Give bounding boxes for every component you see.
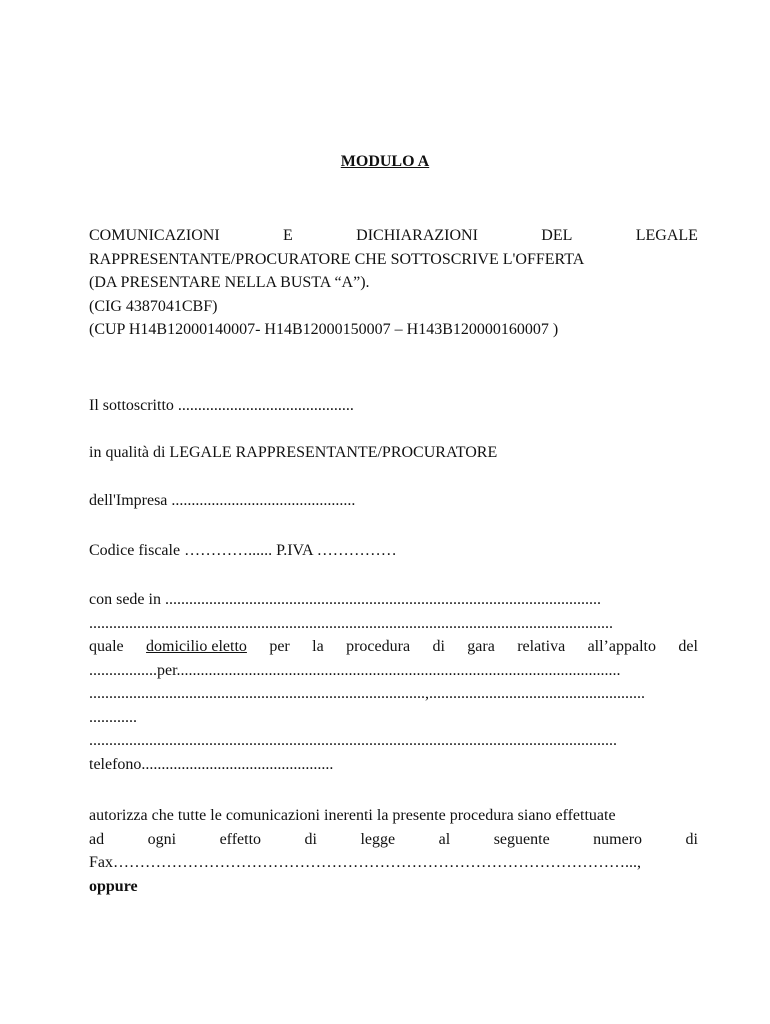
oppure-text: oppure <box>89 877 138 895</box>
field-codice-fiscale <box>89 539 698 563</box>
domicilio-word: per <box>269 638 290 655</box>
heading-word: LEGALE <box>635 227 698 244</box>
autorizza-word: numero <box>593 830 643 848</box>
heading-word: E <box>283 227 293 244</box>
heading-cup: (CUP H14B12000140007- H14B12000150007 – H143B120000160007 ) <box>89 321 559 338</box>
domicilio-line <box>89 635 698 659</box>
document-heading <box>89 224 698 342</box>
domicilio-word: del <box>678 638 698 655</box>
sottoscritto-text: Il sottoscritto ............................................ <box>89 397 354 414</box>
autorizza-line-1: autorizza che tutte le comunicazioni inerenti la presente procedura siano effettuate <box>89 807 616 824</box>
autorizza-word: ogni <box>147 830 177 848</box>
autorizza-word: effetto <box>219 830 262 848</box>
impresa-text: dell'Impresa .............................................. <box>89 492 356 509</box>
dots-line-2: ............ <box>89 708 137 726</box>
autorizza-word: di <box>304 830 317 848</box>
heading-word: DEL <box>541 227 573 244</box>
fax-line: Fax……………………………………………………………………………………..., <box>89 854 641 871</box>
per-line: .................per............................................................................................................... <box>89 661 621 679</box>
heading-cig: (CIG 4387041CBF) <box>89 297 218 315</box>
autorizza-paragraph <box>89 804 698 898</box>
heading-word: DICHIARAZIONI <box>356 227 478 244</box>
heading-line-3: (DA PRESENTARE NELLA BUSTA “A”). <box>89 274 370 291</box>
dots-line-3: .................................................................................................................................... <box>89 732 617 749</box>
domicilio-word: di <box>432 638 445 655</box>
domicilio-word: la <box>312 638 324 655</box>
heading-word: COMUNICAZIONI <box>89 227 220 244</box>
field-sottoscritto <box>89 394 698 418</box>
heading-line-1 <box>89 224 698 248</box>
qualita-text: in qualità di LEGALE RAPPRESENTANTE/PROCURATORE <box>89 444 498 461</box>
codice-fiscale-text: Codice fiscale …………...... P.IVA …………… <box>89 542 397 559</box>
field-qualita <box>89 441 698 465</box>
domicilio-word: quale <box>89 638 124 655</box>
domicilio-word: gara <box>467 638 495 655</box>
domicilio-word: all’appalto <box>587 638 656 655</box>
sede-line-1: con sede in ............................................................................................................. <box>89 591 601 608</box>
autorizza-word: seguente <box>493 830 550 848</box>
autorizza-word: legge <box>360 830 396 848</box>
autorizza-word: al <box>438 830 451 848</box>
autorizza-word: ad <box>89 830 105 848</box>
sede-line-2: ................................................................................................................................... <box>89 614 613 632</box>
autorizza-word: di <box>685 830 698 848</box>
autorizza-line-2 <box>89 828 698 852</box>
heading-line-2: RAPPRESENTANTE/PROCURATORE CHE SOTTOSCRIVE L'OFFERTA <box>89 250 585 268</box>
domicilio-word: relativa <box>517 638 566 655</box>
dots-line-1: ....................................................................................,...................................................... <box>89 685 645 702</box>
domicilio-word: procedura <box>346 638 411 655</box>
document-title: MODULO A <box>340 153 430 170</box>
field-sede <box>89 588 698 776</box>
field-impresa <box>89 489 698 513</box>
telefono-text: telefono................................................ <box>89 755 334 773</box>
domicilio-eletto-underlined: domicilio eletto <box>146 638 247 655</box>
